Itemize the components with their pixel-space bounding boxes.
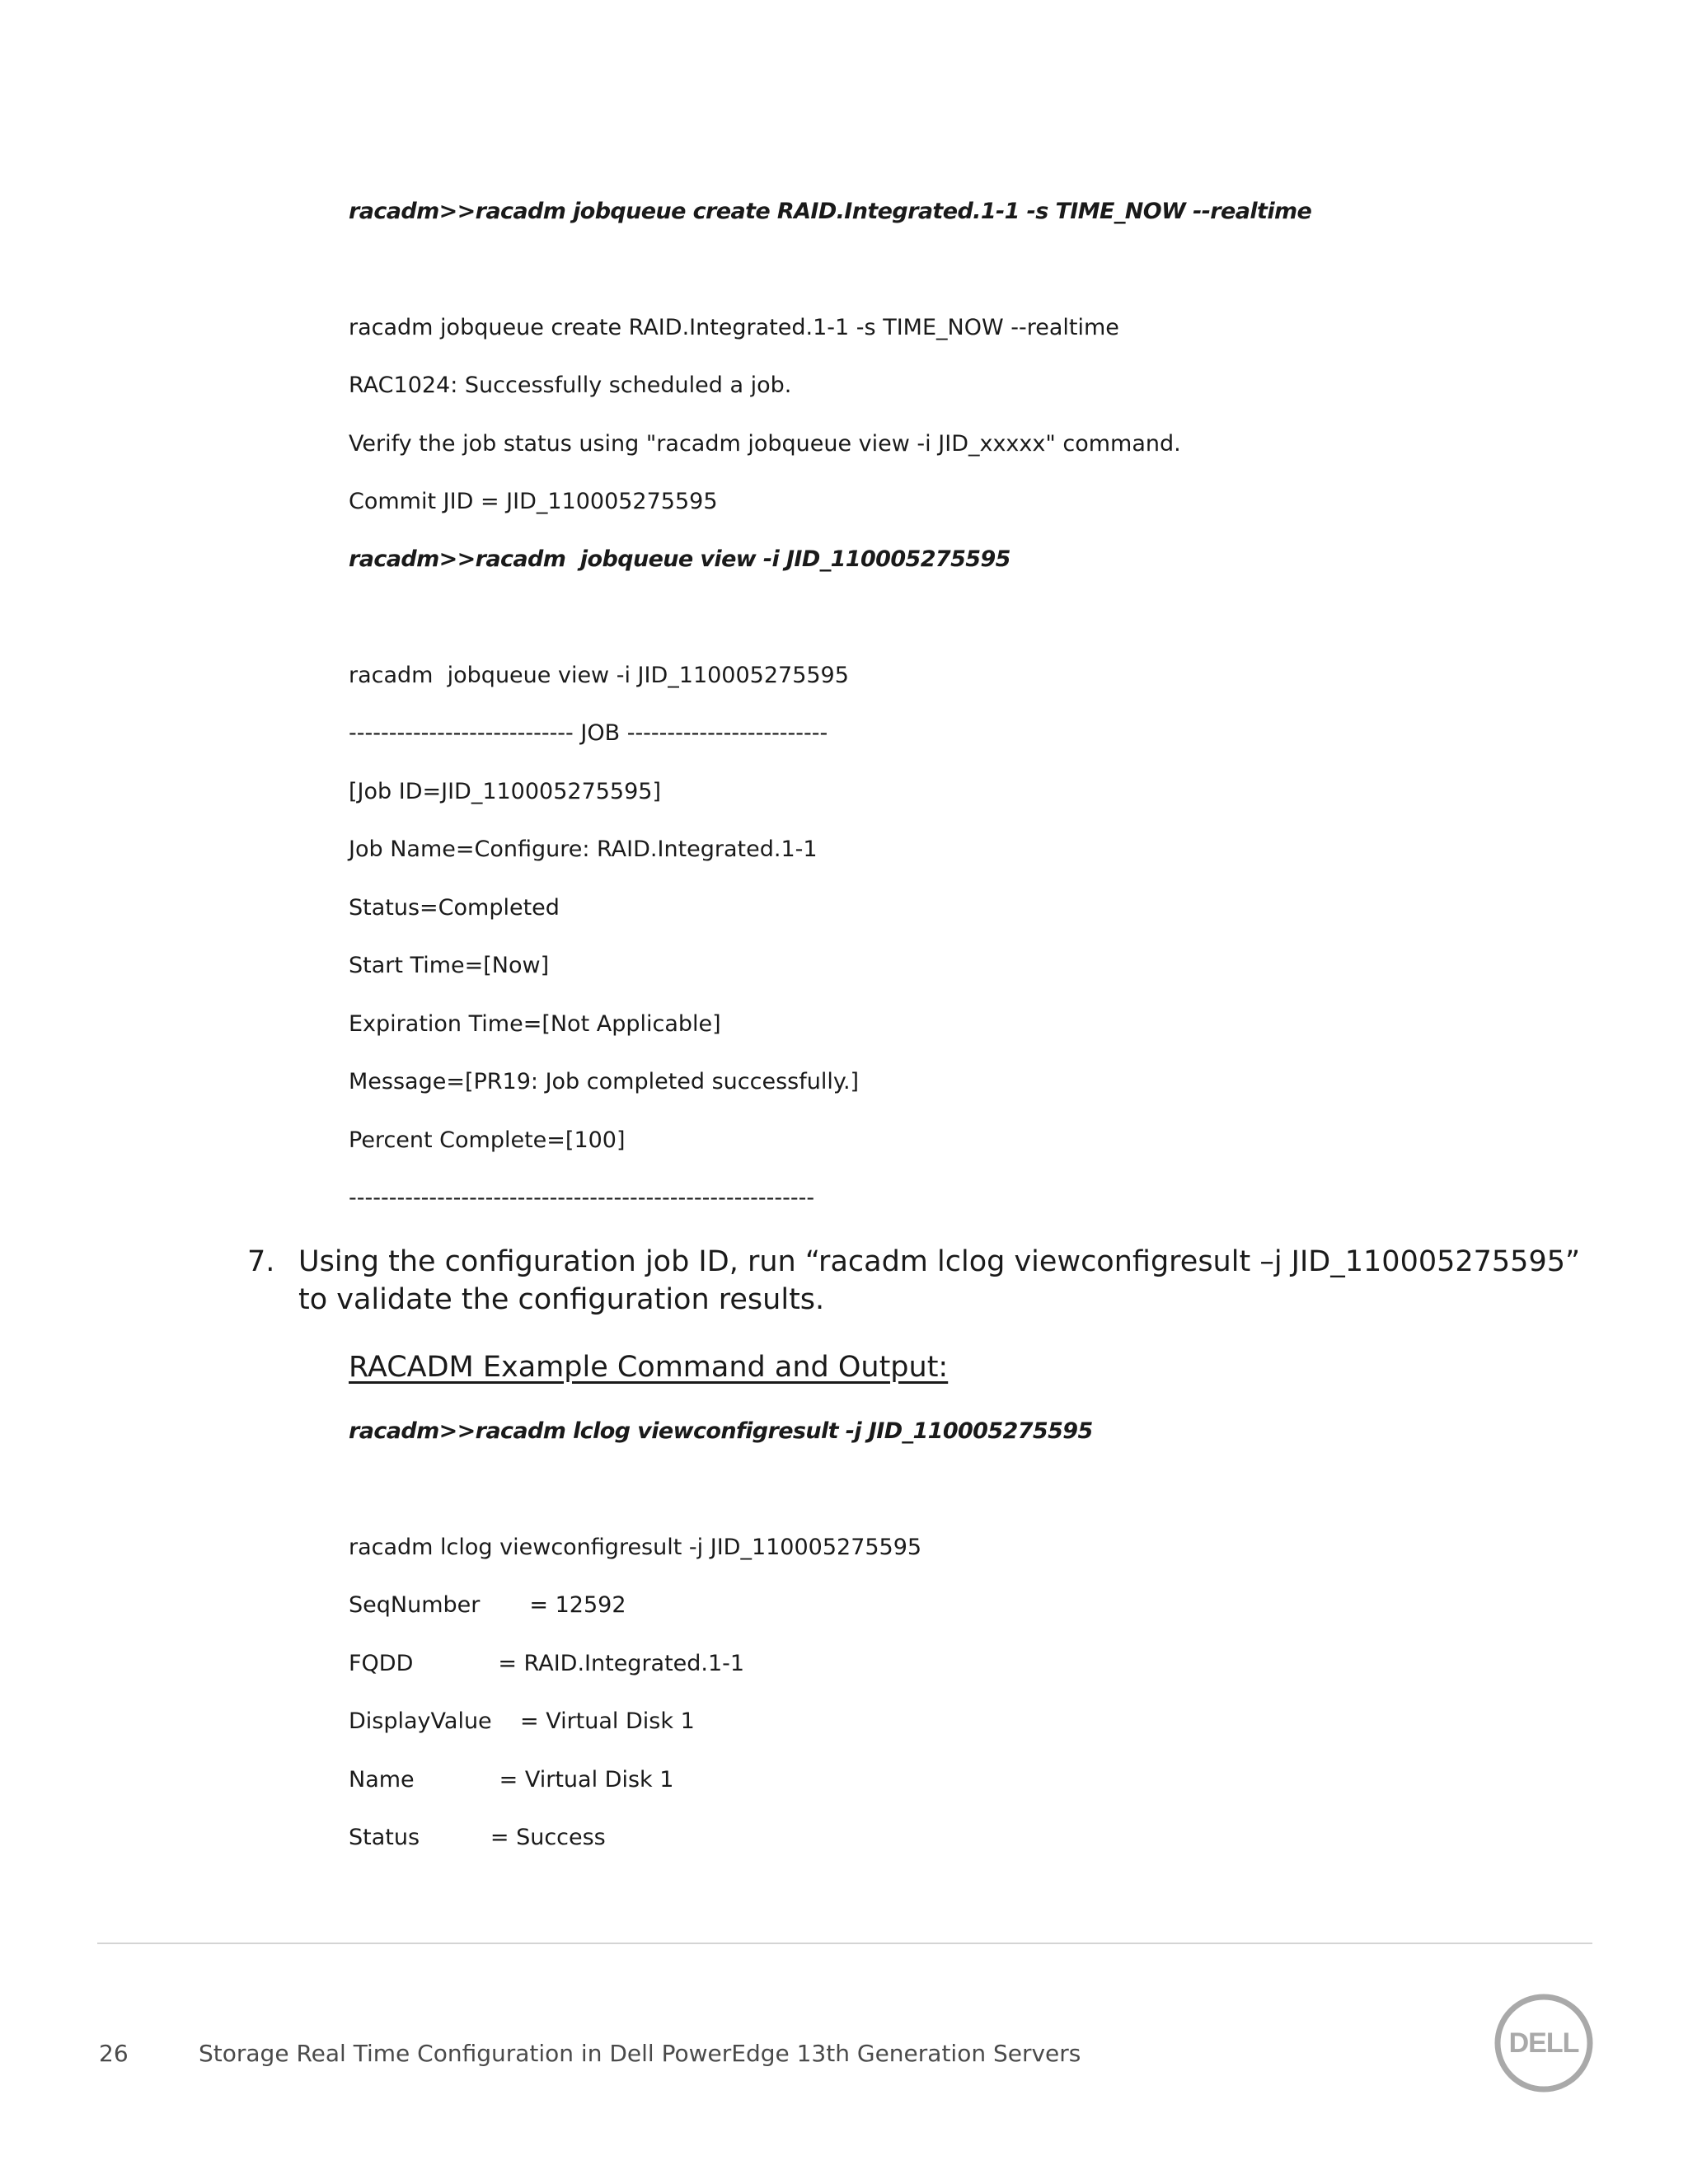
footer-divider [97, 1943, 1592, 1944]
step-number: 7. [247, 1245, 275, 1278]
job-id-line: [Job ID=JID_110005275595] [349, 779, 662, 804]
command-jobqueue-view: racadm>>racadm jobqueue view -i JID_110005275595 [349, 546, 1010, 572]
dell-logo-text: DELL [1508, 2027, 1579, 2059]
output-line: racadm jobqueue view -i JID_110005275595 [349, 663, 849, 688]
job-percent-line: Percent Complete=[100] [349, 1127, 626, 1153]
job-expiration-line: Expiration Time=[Not Applicable] [349, 1011, 721, 1037]
step-text: Using the configuration job ID, run “racadm lclog viewconfigresult –j JID_110005275595” to validate the configuration results. [298, 1245, 1581, 1316]
command-lclog-viewconfigresult: racadm>>racadm lclog viewconfigresult -j JID_110005275595 [349, 1418, 1093, 1444]
status-line: Status = Success [349, 1825, 606, 1850]
name-line: Name = Virtual Disk 1 [349, 1767, 674, 1793]
output-line: racadm jobqueue create RAID.Integrated.1-1 -s TIME_NOW --realtime [349, 315, 1119, 340]
output-line: RAC1024: Successfully scheduled a job. [349, 373, 792, 398]
job-name-line: Job Name=Configure: RAID.Integrated.1-1 [349, 837, 818, 862]
job-separator-top: ---------------------------- JOB ------------------------- [349, 720, 828, 746]
job-status-line: Status=Completed [349, 895, 560, 921]
dell-logo [1493, 1993, 1594, 2093]
document-title: Storage Real Time Configuration in Dell PowerEdge 13th Generation Servers [199, 2040, 1081, 2067]
output-line: Commit JID = JID_110005275595 [349, 489, 718, 514]
command-jobqueue-create: racadm>>racadm jobqueue create RAID.Integrated.1-1 -s TIME_NOW --realtime [349, 199, 1312, 224]
job-message-line: Message=[PR19: Job completed successfully.] [349, 1069, 860, 1094]
output-line: Verify the job status using "racadm jobqueue view -i JID_xxxxx" command. [349, 431, 1181, 457]
output-line: racadm lclog viewconfigresult -j JID_110005275595 [349, 1535, 922, 1560]
racadm-example-heading: RACADM Example Command and Output: [349, 1351, 949, 1384]
page-number: 26 [99, 2040, 129, 2067]
seq-number-line: SeqNumber = 12592 [349, 1592, 626, 1618]
display-value-line: DisplayValue = Virtual Disk 1 [349, 1708, 695, 1734]
job-start-time-line: Start Time=[Now] [349, 953, 550, 978]
job-separator-bottom: ---------------------------------------------------------- [349, 1185, 815, 1211]
fqdd-line: FQDD = RAID.Integrated.1-1 [349, 1651, 745, 1676]
